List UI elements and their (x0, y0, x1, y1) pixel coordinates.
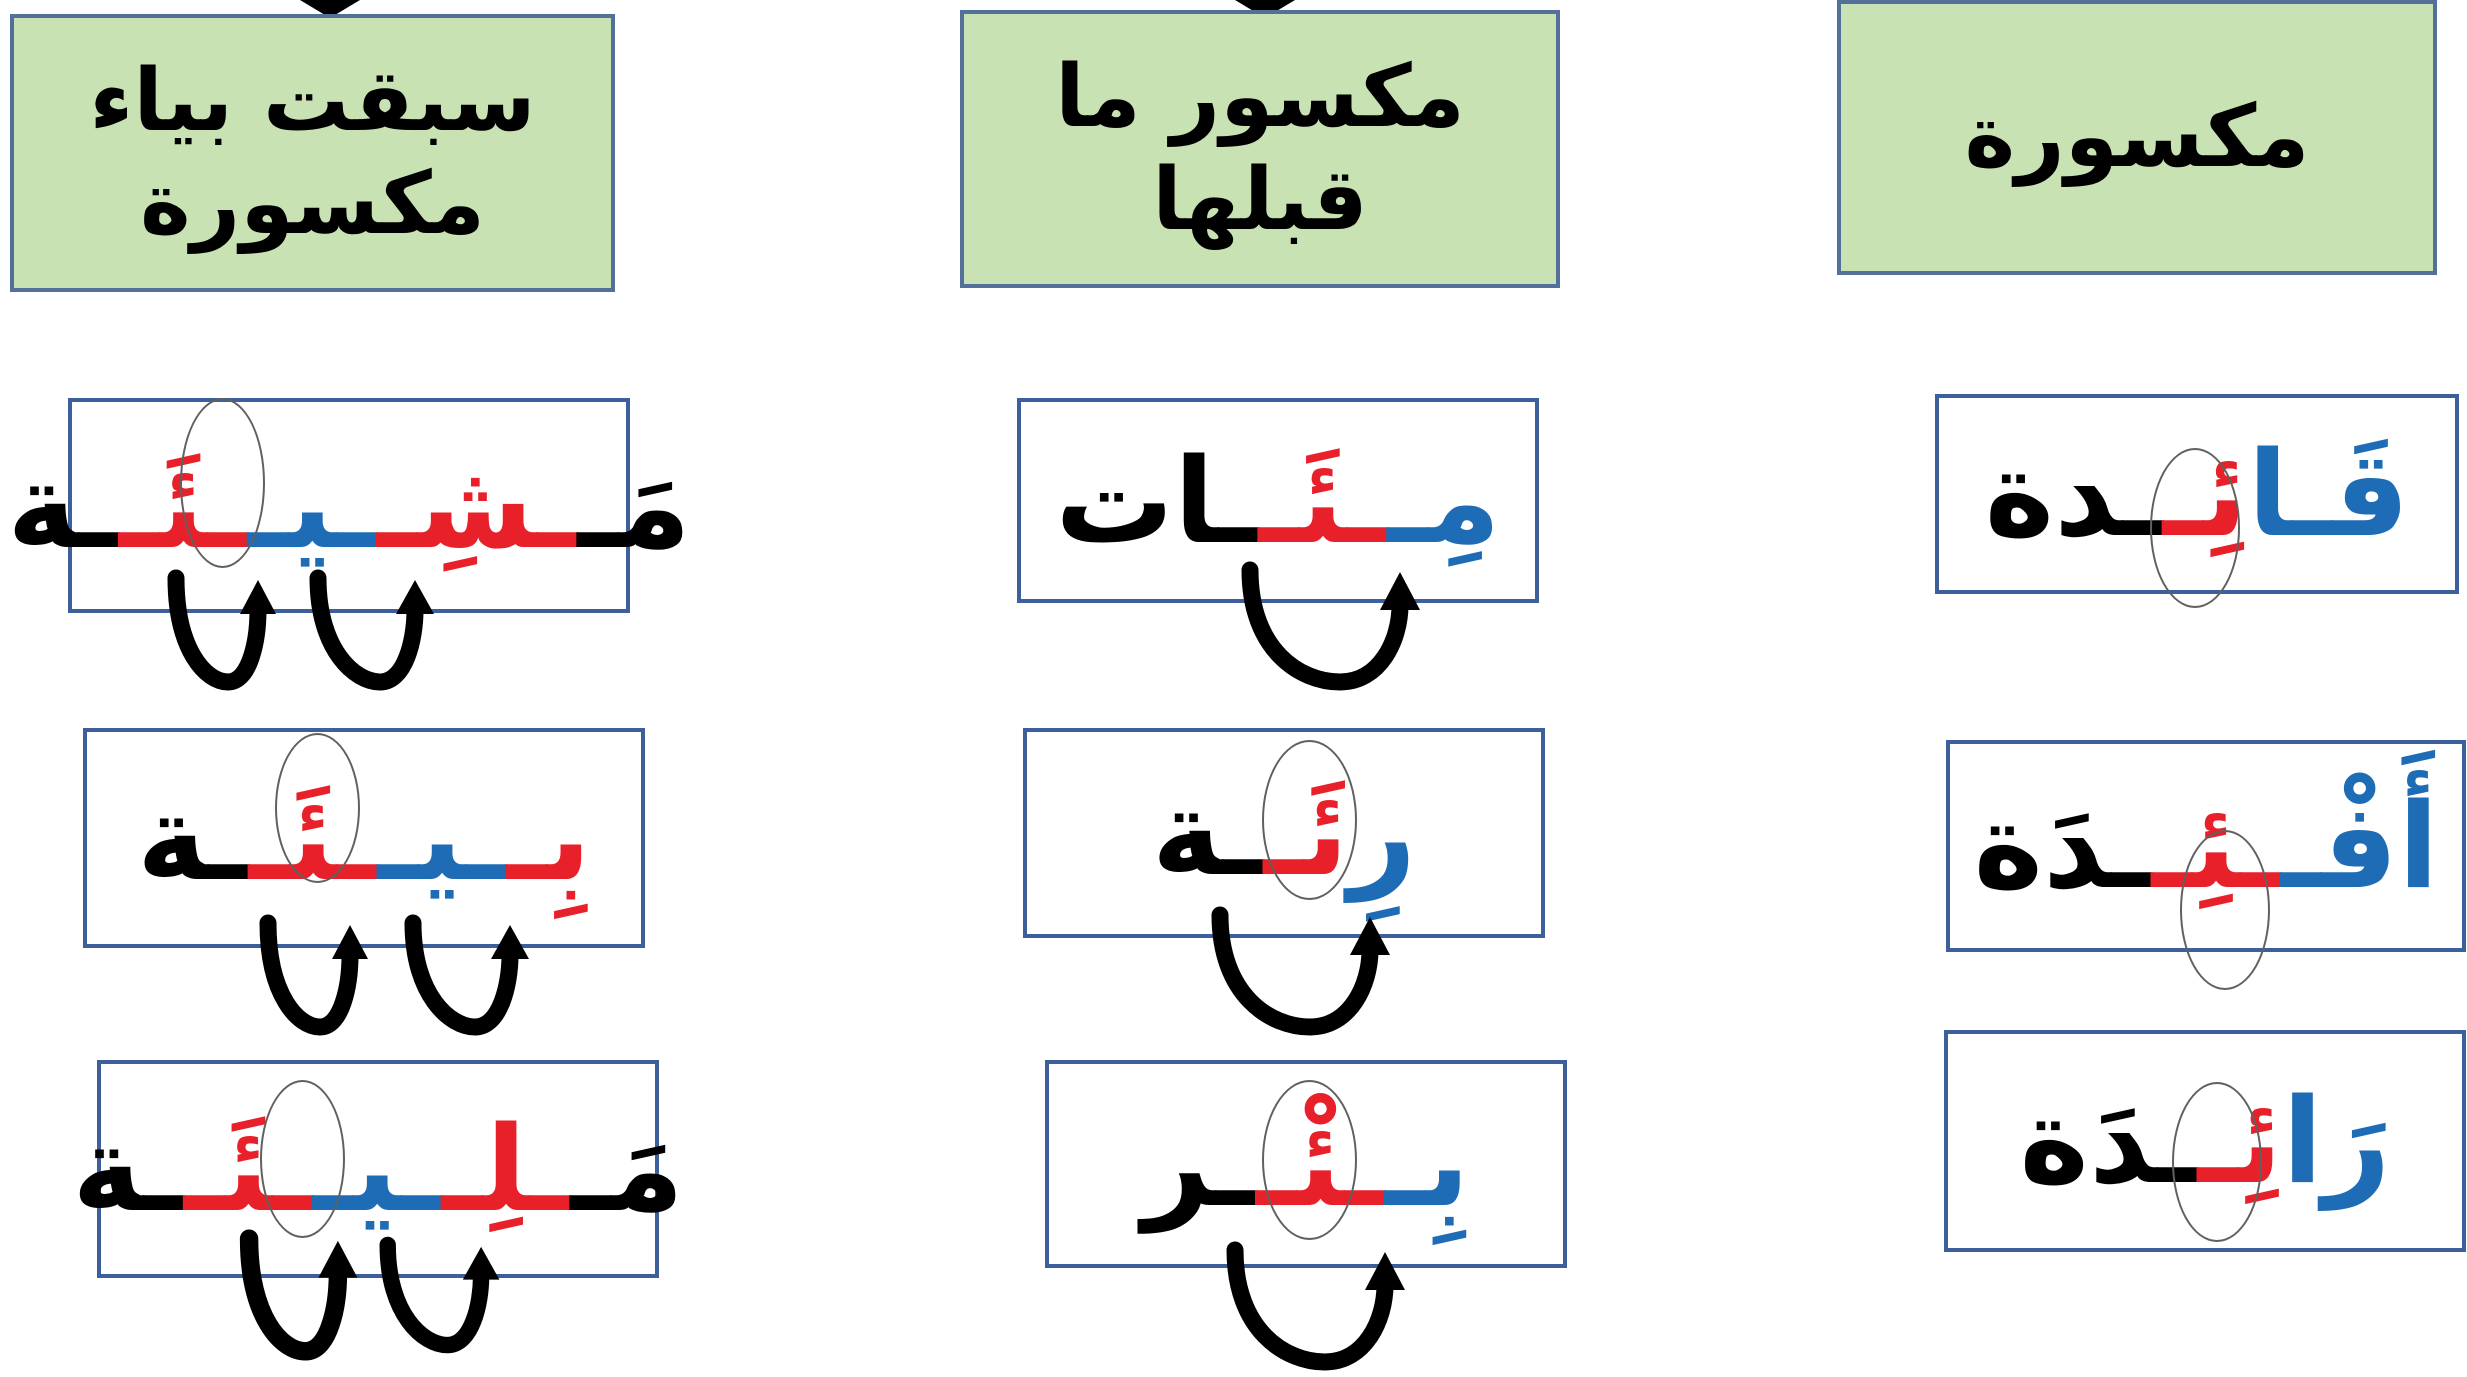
header-middle-label: مكسور ما قبلها (1055, 46, 1465, 250)
word-segment: ـئَـ (248, 769, 378, 907)
word-segment: ئِـ (2197, 1072, 2283, 1210)
word-segment: ـر (1142, 1095, 1257, 1233)
word-segment: ـئَـ (1258, 431, 1388, 570)
word-segment: ـلِـ (441, 1100, 571, 1238)
word-segment: أَفْـ (2280, 777, 2439, 915)
word-segment: ـيـ (247, 436, 377, 575)
curved-arrow-icon (240, 1230, 360, 1360)
curved-arrow-icon (255, 915, 375, 1035)
word-segment: ـئْـ (1256, 1095, 1385, 1233)
curved-arrow-icon (405, 915, 540, 1035)
word-segment: ـة (72, 1100, 184, 1238)
word-box-right-1 (1935, 394, 2459, 594)
word-segment: مِـ (1387, 431, 1501, 570)
word-right-3 (2019, 1072, 2390, 1210)
header-left-line-2: مكسورة (140, 154, 485, 254)
word-segment: مَـ (577, 436, 691, 575)
word-segment: ئِـ (2162, 425, 2248, 563)
header-right (1837, 0, 2437, 275)
word-segment: بِـ (1384, 1095, 1470, 1233)
word-box-right-2 (1946, 740, 2466, 952)
word-segment: ـات (1055, 431, 1259, 570)
word-segment: ـدَة (1973, 777, 2152, 915)
curved-arrow-icon (1225, 1240, 1415, 1370)
word-segment: ـيـ (312, 1100, 442, 1238)
word-segment: ـة (1151, 764, 1264, 902)
header-middle (960, 10, 1560, 288)
word-segment: رَا (2282, 1072, 2391, 1210)
word-segment: قَـا (2247, 425, 2410, 563)
word-segment: ـشِـ (376, 436, 578, 575)
word-left-1 (7, 437, 691, 575)
word-right-2 (1973, 777, 2438, 915)
word-middle-3 (1142, 1095, 1469, 1233)
word-segment: رِ (1348, 764, 1417, 902)
word-segment: ـة (7, 436, 120, 575)
word-segment: ـدَة (2019, 1072, 2198, 1210)
word-segment: ـئَـ (184, 1100, 313, 1238)
word-left-3 (72, 1100, 684, 1238)
word-segment: ئَـ (1263, 764, 1349, 902)
header-left-line-1: سبقت بياء (89, 50, 536, 151)
word-segment: ـيـ (377, 769, 507, 907)
curved-arrow-icon (1240, 560, 1430, 690)
word-segment: ـئِـ (2151, 777, 2281, 915)
word-middle-1 (1055, 432, 1500, 570)
word-segment: ـدة (1984, 425, 2163, 563)
word-segment: بِـ (506, 769, 592, 907)
header-left (10, 14, 615, 292)
word-middle-2 (1152, 764, 1416, 902)
word-box-left-3 (72, 1060, 684, 1278)
word-segment: ـئَـ (119, 436, 248, 575)
word-segment: ـة (136, 769, 249, 907)
curved-arrow-icon (168, 570, 278, 690)
word-segment: مَـ (570, 1100, 684, 1238)
header-right-label: مكسورة (1964, 86, 2310, 187)
word-box-right-3 (1944, 1030, 2466, 1252)
curved-arrow-icon (380, 1230, 510, 1360)
word-left-2 (137, 769, 591, 907)
curved-arrow-icon (310, 570, 445, 690)
word-right-1 (1985, 425, 2410, 563)
curved-arrow-icon (1210, 905, 1400, 1035)
word-box-middle-3 (1045, 1060, 1567, 1268)
